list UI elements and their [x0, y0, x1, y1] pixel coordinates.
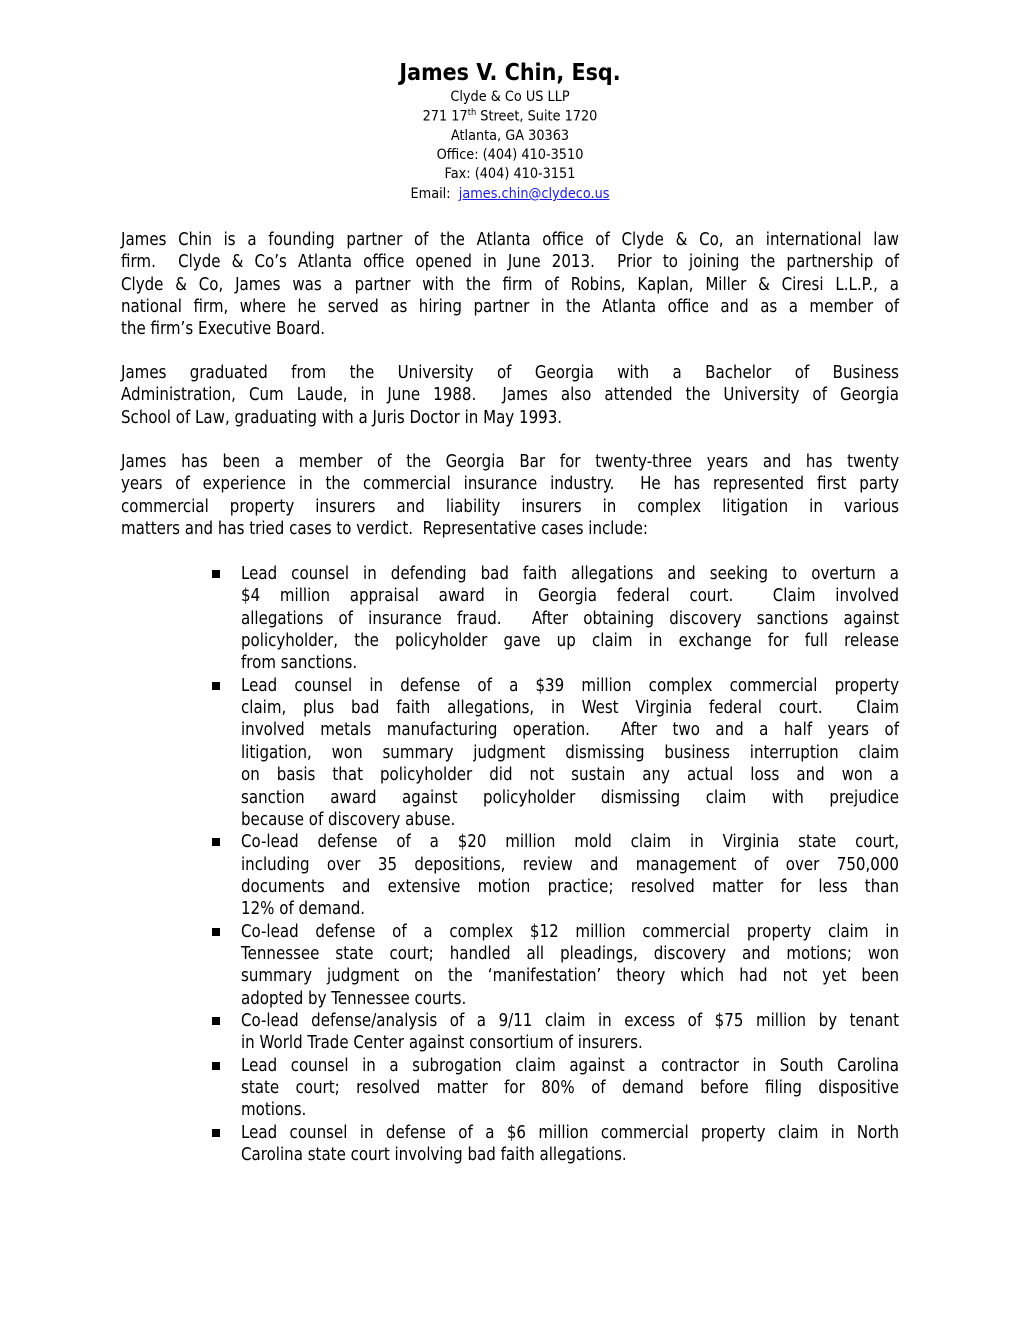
case-line [241, 898, 385, 920]
case-line [241, 1010, 1006, 1032]
paragraph-line [121, 496, 1020, 518]
bullet-icon [212, 838, 220, 846]
line-text: Lead counsel in a subrogation claim against a contractor in South Carolina [241, 1055, 899, 1076]
line-text: sanction award against policyholder dismissing claim with prejudice [241, 787, 900, 808]
case-line [241, 585, 1006, 607]
paragraph-line [121, 518, 734, 540]
paragraph-line [121, 473, 1020, 495]
case-line [241, 1099, 317, 1121]
email-label: Email: [410, 186, 459, 202]
line-text: 12% of demand. [241, 899, 366, 920]
case-line [241, 697, 1006, 719]
address-rest: Street, Suite 1720 [476, 108, 598, 125]
line-text: allegations of insurance fraud. After obtaining discovery sanctions against [241, 608, 900, 629]
paragraph-line [121, 274, 1020, 296]
line-text: involved metals manufacturing operation. After two and a half years of [241, 720, 899, 741]
line-text: from sanctions. [241, 653, 358, 674]
case-line [241, 742, 1006, 764]
line-text: Lead counsel in defending bad faith allegations and seeking to overturn a [241, 564, 899, 584]
line-text: because of discovery abuse. [241, 809, 456, 830]
bullet-icon [212, 928, 220, 936]
bullet-icon [212, 1129, 220, 1137]
case-line [241, 764, 1006, 786]
paragraph-line [121, 362, 1020, 384]
line-text: national firm, where he served as hiring partner in the Atlanta office and as a member of [121, 297, 900, 318]
bullet-icon [212, 1062, 220, 1070]
fax-number: Fax: (404) 410-3151 [444, 166, 576, 182]
paragraph-line [121, 318, 358, 340]
case-line [241, 608, 1006, 630]
case-line [241, 965, 1006, 987]
line-text: years of experience in the commercial insurance industry. He has represented first party [121, 474, 900, 495]
line-text: matters and has tried cases to verdict. Representative cases include: [121, 519, 648, 540]
line-text: summary judgment on the ‘manifestation’ theory which had not yet been [241, 966, 900, 987]
bullet-icon [212, 1017, 220, 1025]
address-ordinal: th [467, 108, 477, 118]
case-line [241, 854, 1006, 876]
line-text: Co-lead defense of a complex $12 million commercial property claim in [241, 921, 900, 942]
paragraph-line [121, 251, 1020, 273]
case-line [241, 630, 1006, 652]
case-line [241, 1055, 1006, 1077]
firm-name: Clyde & Co US LLP [450, 89, 570, 105]
case-line [241, 1032, 708, 1054]
line-text: School of Law, graduating with a Juris Doctor in May 1993. [121, 407, 563, 428]
paragraph-line [121, 384, 1020, 406]
line-text: in World Trade Center against consortium of insurers. [241, 1033, 643, 1054]
case-line [241, 1122, 1006, 1144]
bullet-icon [212, 682, 220, 690]
line-text: Lead counsel in defense of a $6 million commercial property claim in North [241, 1122, 900, 1143]
line-text: Clyde & Co, James was a partner with the firm of Robins, Kaplan, Miller & Ciresi L.L.P., a [121, 274, 900, 295]
case-line [241, 675, 1006, 697]
line-text: documents and extensive motion practice; resolved matter for less than [241, 876, 899, 897]
line-text: Tennessee state court; handled all pleadings, discovery and motions; won [241, 943, 899, 964]
line-text: commercial property insurers and liability insurers in complex litigation in various [121, 496, 900, 517]
line-text: the firm’s Executive Board. [121, 319, 326, 340]
street-address [41, 108, 979, 125]
paragraph-line [121, 229, 1020, 251]
email-line [41, 186, 979, 202]
case-line [241, 563, 1006, 585]
case-line [241, 1077, 1006, 1099]
line-text: state court; resolved matter for 80% of demand before filing dispositive [241, 1078, 900, 1099]
case-line [241, 988, 503, 1010]
case-line [241, 787, 1006, 809]
city-state-zip: Atlanta, GA 30363 [450, 128, 570, 144]
case-line [241, 831, 1006, 853]
case-line [241, 1144, 689, 1166]
email-link[interactable]: james.chin@clydeco.us [458, 186, 610, 202]
line-text: James graduated from the University of Georgia with a Bachelor of Business [121, 363, 900, 383]
line-text: Lead counsel in defense of a $39 million complex commercial property [241, 675, 900, 696]
line-text: Co-lead defense of a $20 million mold claim in Virginia state court, [241, 832, 899, 853]
case-line [241, 876, 1006, 898]
paragraph-line [121, 407, 634, 429]
line-text: Administration, Cum Laude, in June 1988. James also attended the University of Georgia [121, 385, 900, 406]
line-text: $4 million appraisal award in Georgia federal court. Claim involved [241, 586, 900, 607]
office-phone: Office: (404) 410-3510 [436, 147, 584, 163]
bullet-icon [212, 570, 220, 578]
paragraph-line [121, 296, 1020, 318]
line-text: James has been a member of the Georgia Bar for twenty-three years and has twenty [121, 452, 900, 472]
line-text: James Chin is a founding partner of the Atlanta office of Clyde & Co, an international law [121, 230, 900, 250]
line-text: on basis that policyholder did not sustain any actual loss and won a [241, 765, 899, 786]
case-line [241, 719, 1006, 741]
attorney-name: James V. Chin, Esq. [399, 60, 621, 86]
line-text: Co-lead defense/analysis of a 9/11 claim in excess of $75 million by tenant [241, 1011, 900, 1031]
line-text: including over 35 depositions, review and management of over 750,000 [241, 854, 900, 875]
line-text: litigation, won summary judgment dismissing business interruption claim [241, 742, 900, 763]
case-line [241, 921, 1006, 943]
line-text: claim, plus bad faith allegations, in West Virginia federal court. Claim [241, 698, 899, 719]
line-text: Carolina state court involving bad faith allegations. [241, 1145, 627, 1166]
line-text: firm. Clyde & Co’s Atlanta office opened in June 2013. Prior to joining the partnership of [121, 252, 900, 273]
case-line [241, 809, 490, 831]
case-line [241, 652, 376, 674]
line-text: adopted by Tennessee courts. [241, 988, 467, 1009]
paragraph-line [121, 451, 1020, 473]
case-line [241, 943, 1006, 965]
line-text: policyholder, the policyholder gave up claim in exchange for full release [241, 631, 899, 652]
line-text: motions. [241, 1100, 307, 1121]
address-number: 271 17 [422, 108, 468, 125]
